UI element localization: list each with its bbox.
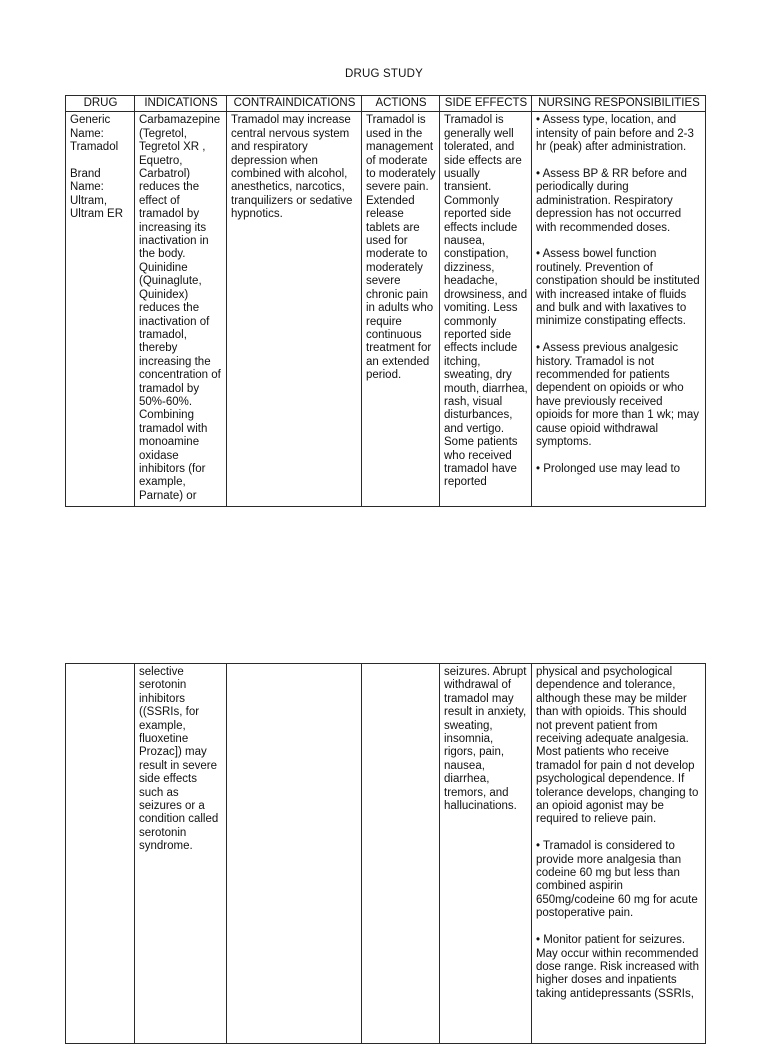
- header-side-effects: SIDE EFFECTS: [440, 96, 532, 112]
- table-row: [66, 112, 706, 507]
- cell-drug: [66, 664, 135, 1044]
- cell-contraindications: [227, 664, 362, 1044]
- header-nursing-responsibilities: NURSING RESPONSIBILITIES: [532, 96, 706, 112]
- cell-actions: Tramadol is used in the management of moderate to moderately severe pain. Extended release tablets are used for moderate to moderately severe chronic pain in adults who require continuous treatment for an extended period.: [362, 112, 440, 507]
- cell-contraindications: Tramadol may increase central nervous system and respiratory depression when combined with alcohol, anesthetics, narcotics, tranquilizers or sedative hypnotics.: [227, 112, 362, 507]
- drug-study-table-page-1: [65, 95, 706, 507]
- cell-nursing-responsibilities: [532, 664, 706, 1044]
- generic-name: Generic Name: Tramadol: [70, 114, 119, 154]
- header-indications: INDICATIONS: [135, 96, 227, 112]
- table-row: [66, 664, 706, 1044]
- nursing-item: • Assess previous analgesic history. Tramadol is not recommended for patients dependent on opioids or who have previously received opioids for more than 1 wk; may cause opioid withdrawal symptoms.: [536, 342, 699, 449]
- document-title: DRUG STUDY: [344, 68, 424, 80]
- cell-nursing-responsibilities: [532, 112, 706, 507]
- header-actions: ACTIONS: [362, 96, 440, 112]
- cell-drug: [66, 112, 135, 507]
- cell-side-effects: seizures. Abrupt withdrawal of tramadol may result in anxiety, sweating, insomnia, rigors, pain, nausea, diarrhea, tremors, and hallucinations.: [440, 664, 532, 1044]
- cell-actions: [362, 664, 440, 1044]
- nursing-item: • Assess BP & RR before and periodically during administration. Respiratory depression has not occurred with recommended doses.: [536, 168, 687, 234]
- nursing-item: • Assess type, location, and intensity of pain before and 2-3 hr (peak) after administration.: [536, 114, 694, 154]
- nursing-item: • Monitor patient for seizures. May occur within recommended dose range. Risk increased with higher doses and inpatients taking antidepressants (SSRIs,: [536, 934, 699, 1000]
- header-contraindications: CONTRAINDICATIONS: [227, 96, 362, 112]
- nursing-item: • Assess bowel function routinely. Prevention of constipation should be instituted with increased intake of fluids and bulk and with laxatives to minimize constipating effects.: [536, 248, 700, 328]
- cell-indications: selective serotonin inhibitors ((SSRIs, for example, fluoxetine Prozac]) may result in severe side effects such as seizures or a condition called serotonin syndrome.: [135, 664, 227, 1044]
- cell-side-effects: Tramadol is generally well tolerated, and side effects are usually transient. Commonly reported side effects include nausea, constipation, dizziness, headache, drowsiness, and vomiting. Less commonly reported side effects include itching, sweating, dry mouth, diarrhea, rash, visual disturbances, and vertigo. Some patients who received tramadol have reported: [440, 112, 532, 507]
- table-header-row: [66, 96, 706, 112]
- drug-study-table-page-2: [65, 663, 706, 1044]
- brand-name: Brand Name: Ultram, Ultram ER: [70, 168, 124, 221]
- header-drug: DRUG: [66, 96, 135, 112]
- nursing-item: • Prolonged use may lead to: [536, 462, 681, 475]
- nursing-item: • Tramadol is considered to provide more analgesia than codeine 60 mg but less than combined aspirin 650mg/codeine 60 mg for acute postoperative pain.: [536, 840, 698, 920]
- cell-indications: Carbamazepine (Tegretol, Tegretol XR , Equetro, Carbatrol) reduces the effect of tramadol by increasing its inactivation in the body. Quinidine (Quinaglute, Quinidex) reduces the inactivation of tramadol, thereby increasing the concentration of tramadol by 50%-60%. Combining tramadol with monoamine oxidase inhibitors (for example, Parnate) or: [135, 112, 227, 507]
- nursing-item: physical and psychological dependence and tolerance, although these may be milder than with opioids. This should not prevent patient from receiving adequate analgesia. Most patients who receive tramadol for pain d not develop psychological dependence. If tolerance develops, changing to an opioid agonist may be required to relieve pain.: [536, 666, 699, 826]
